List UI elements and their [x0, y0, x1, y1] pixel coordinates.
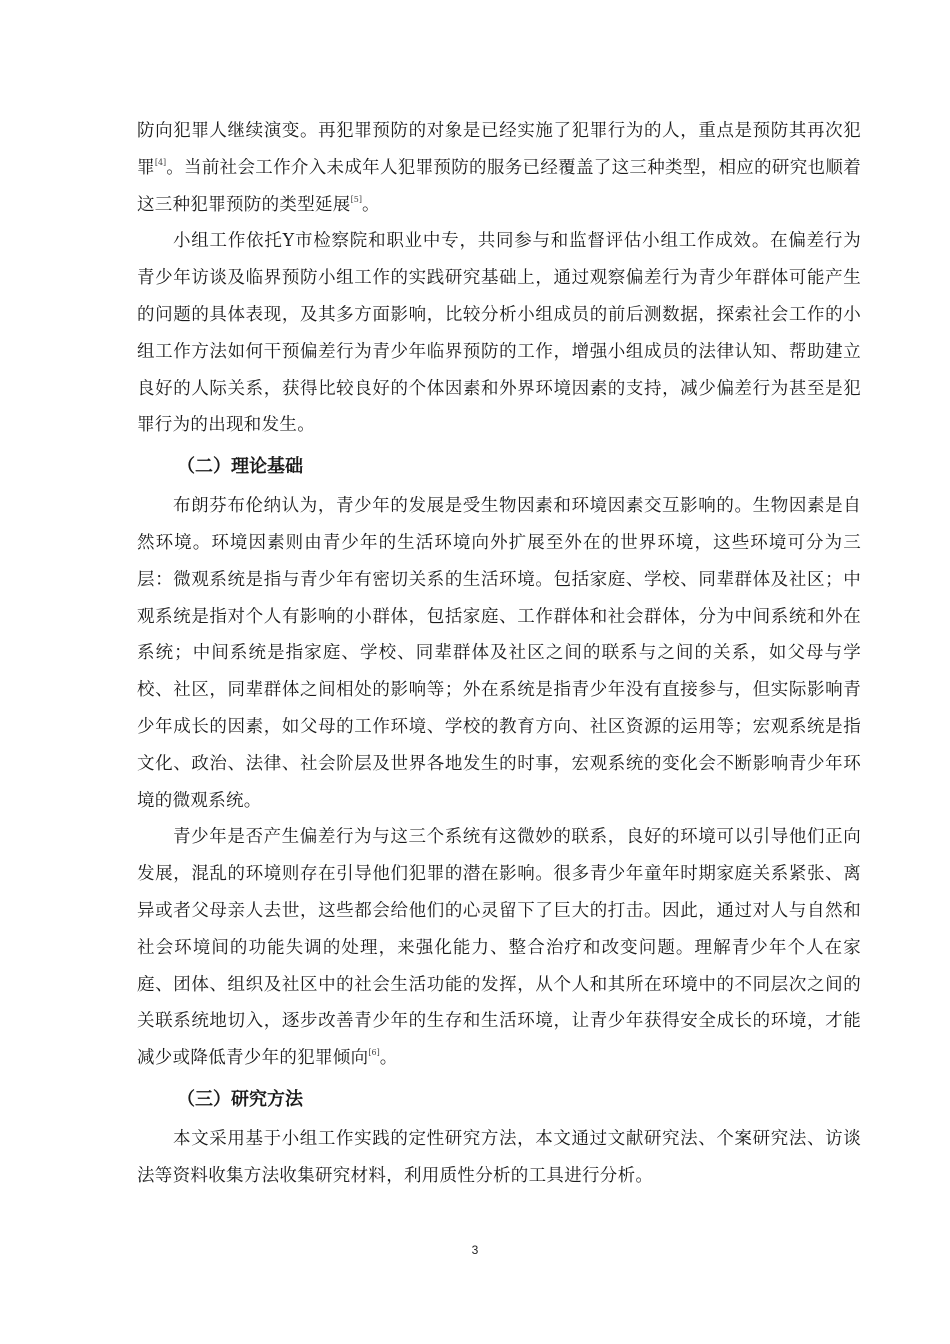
page-number: 3: [471, 1243, 479, 1257]
citation-5: [5]: [350, 194, 362, 204]
paragraph-prevention-types: [137, 113, 861, 223]
paragraph-text: 青少年是否产生偏差行为与这三个系统有这微妙的联系，良好的环境可以引导他们正向发展，混乱的环境则存在引导他们犯罪的潜在影响。很多青少年童年时期家庭关系紧张、离异或者父母亲人去世，这些都会给他们的心灵留下了巨大的打击。因此，通过对人与自然和社会环境间的功能失调的处理，来强化能力、整合治疗和改变问题。理解青少年个人在家庭、团体、组织及社区中的社会生活功能的发挥，从个人和其所在环境中的不同层次之间的关联系统地切入，逐步改善青少年的生存和生活环境，让青少年获得安全成长的环境，才能减少或降低青少年的犯罪倾向: [137, 827, 861, 1069]
page-body: [137, 113, 861, 1195]
section-heading-theory: （二）理论基础: [177, 456, 303, 478]
paragraph-group-work: 小组工作依托Y市检察院和职业中专，共同参与和监督评估小组工作成效。在偏差行为青少年访谈及临界预防小组工作的实践研究基础上，通过观察偏差行为青少年群体可能产生的问题的具体表现，及其多方面影响，比较分析小组成员的前后测数据，探索社会工作的小组工作方法如何干预偏差行为青少年临界预防的工作，增强小组成员的法律认知、帮助建立良好的人际关系，获得比较良好的个体因素和外界环境因素的支持，减少偏差行为甚至是犯罪行为的出现和发生。: [137, 231, 861, 436]
citation-4: [4]: [154, 157, 167, 167]
paragraph-research-method: 本文采用基于小组工作实践的定性研究方法，本文通过文献研究法、个案研究法、访谈法等资料收集方法收集研究材料，利用质性分析的工具进行分析。: [137, 1128, 861, 1186]
section-heading-method: （三）研究方法: [177, 1088, 303, 1110]
paragraph-deviance-systems: [137, 819, 861, 1077]
paragraph-text: 。: [379, 1048, 398, 1069]
paragraph-text: 防向犯罪人继续演变。再犯罪预防的对象是已经实施了犯罪行为的人，重点是预防其再次犯罪: [137, 121, 861, 178]
paragraph-text: 。: [361, 194, 380, 215]
paragraph-text: 。当前社会工作介入未成年人犯罪预防的服务已经覆盖了这三种类型，相应的研究也顺着这三种犯罪预防的类型延展: [137, 157, 861, 215]
citation-6: [6]: [368, 1048, 380, 1058]
paragraph-ecological-theory: 布朗芬布伦纳认为，青少年的发展是受生物因素和环境因素交互影响的。生物因素是自然环境。环境因素则由青少年的生活环境向外扩展至外在的世界环境，这些环境可分为三层：微观系统是指与青少年有密切关系的生活环境。包括家庭、学校、同辈群体及社区；中观系统是指对个人有影响的小群体，包括家庭、工作群体和社会群体，分为中间系统和外在系统；中间系统是指家庭、学校、同辈群体及社区之间的联系与之间的关系，如父母与学校、社区，同辈群体之间相处的影响等；外在系统是指青少年没有直接参与，但实际影响青少年成长的因素，如父母的工作环境、学校的教育方向、社区资源的运用等；宏观系统是指文化、政治、法律、社会阶层及世界各地发生的时事，宏观系统的变化会不断影响青少年环境的微观系统。: [137, 496, 861, 811]
